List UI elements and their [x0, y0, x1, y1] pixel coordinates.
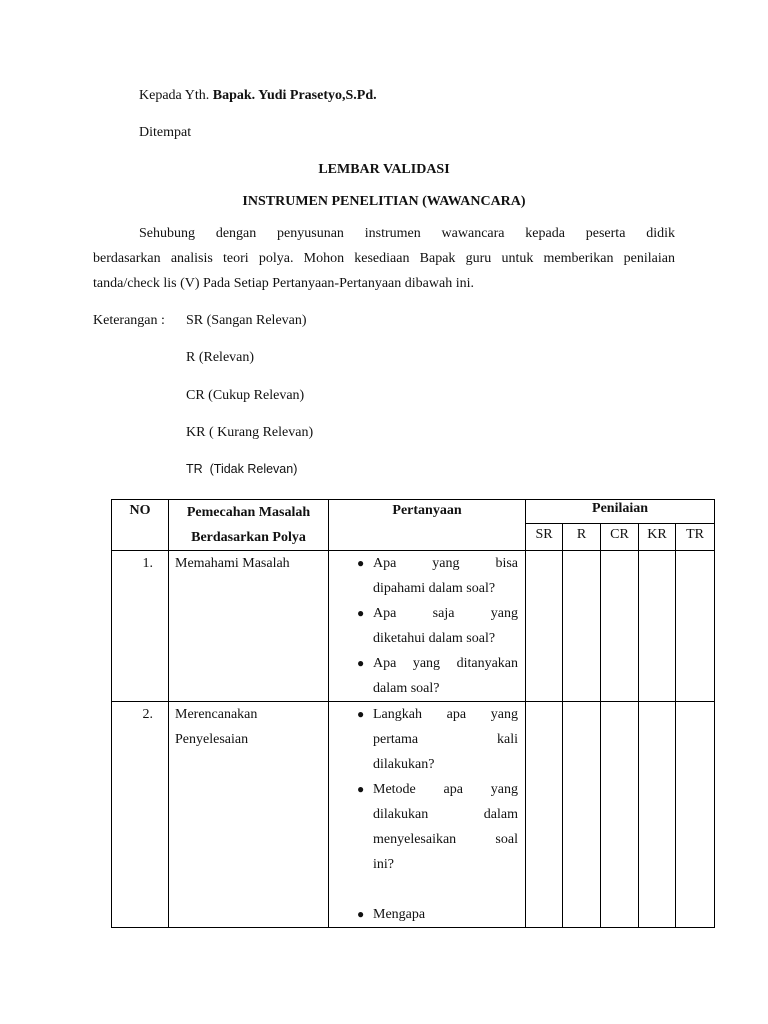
question-line: Apa yang ditanyakan: [373, 656, 518, 671]
question-item: [329, 551, 525, 601]
bullet-icon: ●: [357, 782, 365, 796]
recipient-name: Bapak. Yudi Prasetyo,S.Pd.: [212, 88, 377, 103]
row-stage: [169, 551, 329, 702]
legend-item-tr: TR (Tidak Relevan): [186, 462, 298, 476]
rating-cell-cr[interactable]: [601, 702, 639, 928]
rating-header-sr: SR: [526, 524, 563, 551]
table-row: [112, 702, 715, 928]
bullet-icon: ●: [357, 556, 365, 570]
legend-item-cr: CR (Cukup Relevan): [186, 388, 305, 403]
question-line: dilakukan dalam: [373, 807, 518, 822]
question-line: dalam soal?: [373, 681, 440, 696]
question-line: Apa yang bisa: [373, 556, 518, 571]
header-no: NO: [112, 500, 169, 551]
intro-line: Sehubung dengan penyusunan instrumen wawancara kepada peserta didik: [139, 226, 675, 241]
header-pertanyaan: Pertanyaan: [329, 500, 526, 551]
question-line: dipahami dalam soal?: [373, 581, 496, 596]
place-text: Ditempat: [139, 125, 192, 140]
question-item: [329, 651, 525, 701]
stage-line: Merencanakan: [175, 707, 258, 722]
rating-cell-sr[interactable]: [526, 551, 563, 702]
stage-line: Penyelesaian: [175, 732, 249, 747]
row-stage: [169, 702, 329, 928]
stage-line: Memahami Masalah: [175, 556, 290, 571]
question-line: Metode apa yang: [373, 782, 518, 797]
question-line: pertama kali: [373, 732, 518, 747]
question-line: menyelesaikan soal: [373, 832, 518, 847]
question-line: dilakukan?: [373, 757, 435, 772]
header-pemecahan-line2: Berdasarkan Polya: [191, 530, 306, 545]
rating-cell-r[interactable]: [563, 551, 601, 702]
intro-line: tanda/check lis (V) Pada Setiap Pertanyaan-Pertanyaan dibawah ini.: [93, 276, 474, 291]
rating-header-r: R: [563, 524, 601, 551]
question-line: ini?: [373, 857, 394, 872]
rating-cell-cr[interactable]: [601, 551, 639, 702]
rating-cell-tr[interactable]: [676, 551, 715, 702]
bullet-icon: ●: [357, 656, 365, 670]
rating-cell-tr[interactable]: [676, 702, 715, 928]
rating-header-cr: CR: [601, 524, 639, 551]
document-subtitle: INSTRUMEN PENELITIAN (WAWANCARA): [242, 194, 526, 209]
rating-header-kr: KR: [639, 524, 676, 551]
bullet-icon: ●: [357, 606, 365, 620]
rating-header-tr: TR: [676, 524, 715, 551]
row-questions: [329, 551, 526, 702]
intro-line: berdasarkan analisis teori polya. Mohon kesediaan Bapak guru untuk memberikan penilaian: [93, 251, 675, 266]
recipient-line: [139, 88, 377, 104]
legend-item-sr: SR (Sangan Relevan): [186, 313, 307, 328]
document-title: LEMBAR VALIDASI: [318, 162, 450, 177]
question-item: [329, 902, 525, 927]
header-penilaian: Penilaian: [526, 500, 715, 524]
question-item: [329, 702, 525, 777]
rating-cell-r[interactable]: [563, 702, 601, 928]
rating-cell-kr[interactable]: [639, 702, 676, 928]
row-questions: [329, 702, 526, 928]
spacer: [329, 877, 525, 902]
question-item: [329, 777, 525, 877]
validation-table: [111, 499, 715, 928]
intro-paragraph: [93, 221, 675, 296]
question-line: Apa saja yang: [373, 606, 518, 621]
legend-label: Keterangan :: [93, 313, 165, 328]
header-pemecahan: [169, 500, 329, 551]
table-row: [112, 551, 715, 702]
row-number: 1.: [112, 551, 169, 702]
rating-cell-kr[interactable]: [639, 551, 676, 702]
bullet-icon: ●: [357, 707, 365, 721]
question-line: diketahui dalam soal?: [373, 631, 496, 646]
question-item: [329, 601, 525, 651]
rating-cell-sr[interactable]: [526, 702, 563, 928]
bullet-icon: ●: [357, 907, 365, 921]
question-line: Mengapa: [373, 907, 426, 922]
legend-item-r: R (Relevan): [186, 350, 255, 365]
legend-item-kr: KR ( Kurang Relevan): [186, 425, 314, 440]
row-number: 2.: [112, 702, 169, 928]
recipient-prefix: Kepada Yth.: [139, 88, 210, 103]
header-pemecahan-line1: Pemecahan Masalah: [186, 505, 311, 520]
question-line: Langkah apa yang: [373, 707, 518, 722]
